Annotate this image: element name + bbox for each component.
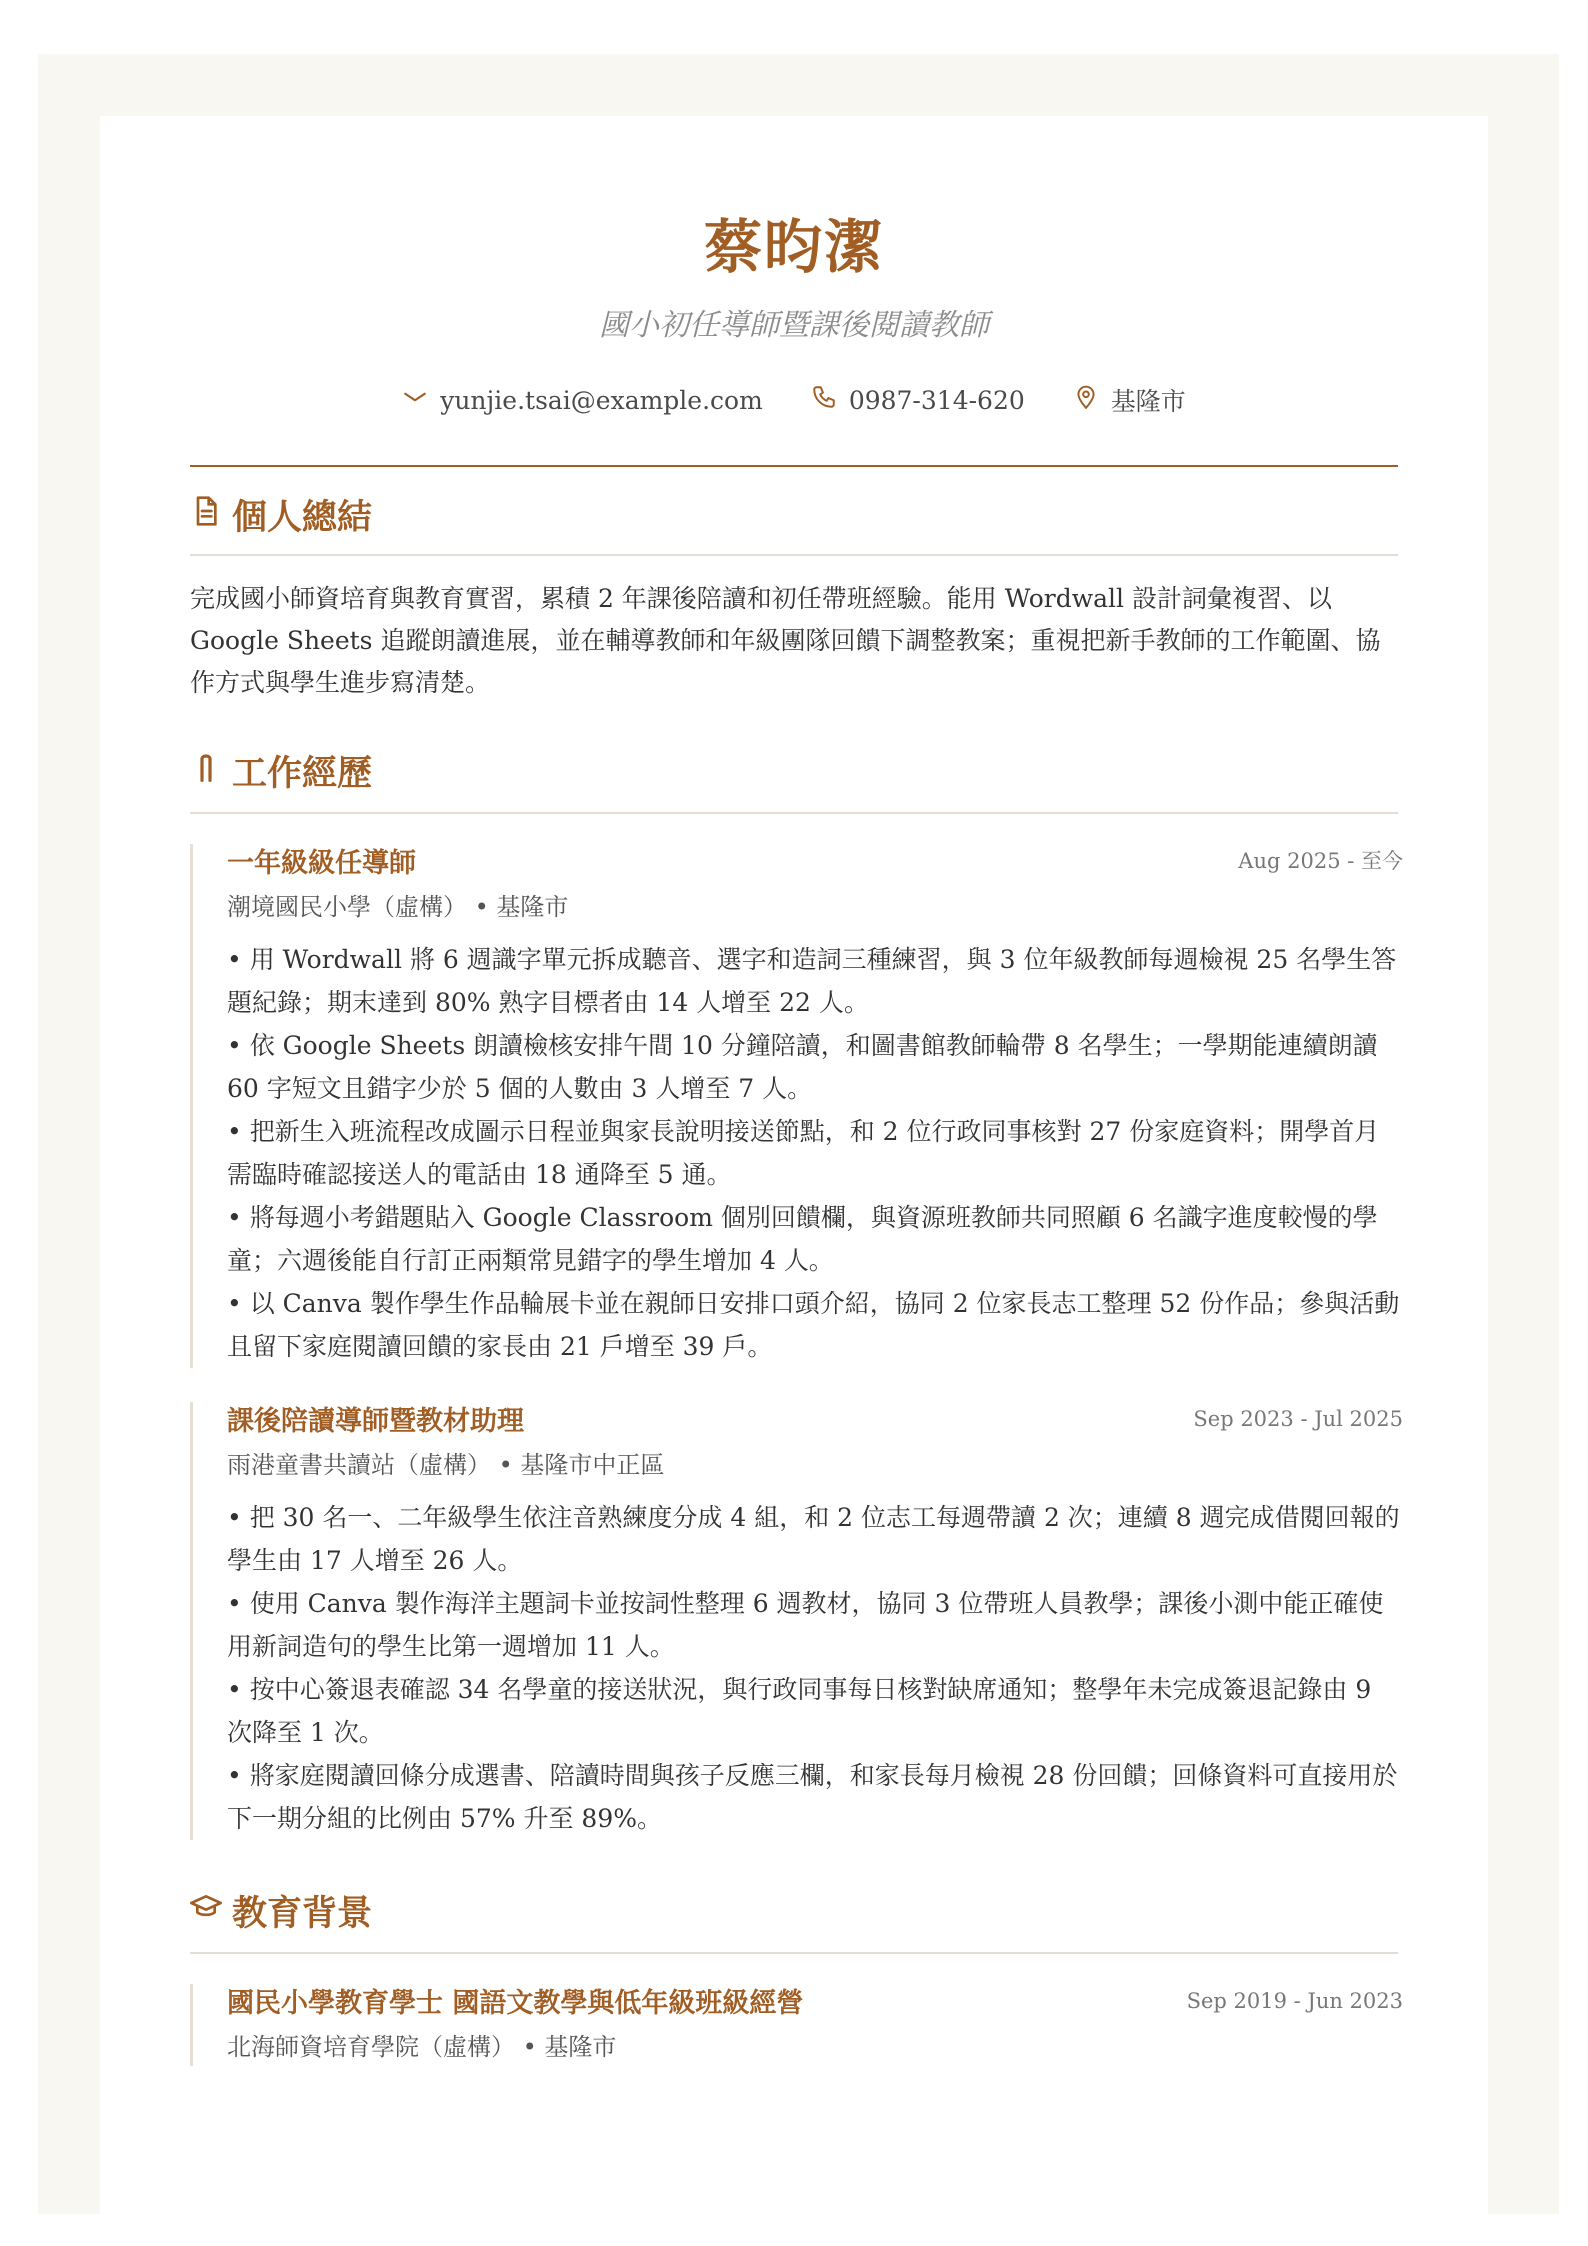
education-entry [190,1984,1403,2066]
contact-phone[interactable] [811,384,1025,416]
candidate-subtitle: 國小初任導師暨課後閱讀教師 [599,308,989,343]
job-date: Aug 2025 - 至今 [1238,849,1403,873]
contact-location [1073,382,1186,418]
header-divider [190,465,1398,467]
school-name: 北海師資培育學院（虛構） • 基隆市 [227,2033,617,2061]
summary-heading [190,490,372,540]
mail-icon [402,384,428,416]
job-date: Sep 2023 - Jul 2025 [1193,1407,1403,1431]
job-bullet: • 按中心簽退表確認 34 名學童的接送狀況，與行政同事每日核對缺席通知；整學年未完成簽退記錄由 9 次降至 1 次。 [227,1675,1372,1747]
summary-divider [190,554,1398,556]
experience-divider [190,812,1398,814]
job-bullet: • 把 30 名一、二年級學生依注音熟練度分成 4 組，和 2 位志工每週帶讀 2 次；連續 8 週完成借閱回報的學生由 17 人增至 26 人。 [227,1503,1400,1575]
degree-date: Sep 2019 - Jun 2023 [1186,1989,1403,2013]
education-divider [190,1952,1398,1954]
candidate-name: 蔡昀潔 [703,213,884,281]
job-bullet: • 將每週小考錯題貼入 Google Classroom 個別回饋欄，與資源班教師共同照顧 6 名識字進度較慢的學童；六週後能自行訂正兩類常見錯字的學生增加 4 人。 [227,1203,1378,1275]
location-text: 基隆市 [1110,387,1186,416]
job-title: 課後陪讀導師暨教材助理 [227,1406,524,1437]
briefcase-icon [190,751,222,792]
experience-title: 工作經歷 [232,754,373,794]
graduation-cap-icon [190,1891,222,1932]
summary-text: 完成國小師資培育與教育實習，累積 2 年課後陪讀和初任帶班經驗。能用 Wordwall 設計詞彙複習、以 Google Sheets 追蹤朗讀進展，並在輔導教師和年級團隊回饋下調整教案；重視把新手教師的工作範圍、協作方式與學生進步寫清楚。 [190,584,1381,697]
experience-heading [190,746,372,796]
job-organization: 雨港童書共讀站（虛構） • 基隆市中正區 [227,1451,665,1479]
email-text: yunjie.tsai@example.com [440,385,763,415]
degree-title: 國民小學教育學士 國語文教學與低年級班級經營 [227,1988,804,2019]
job-bullet: • 以 Canva 製作學生作品輪展卡並在親師日安排口頭介紹，協同 2 位家長志工整理 52 份作品；參與活動且留下家庭閱讀回饋的家長由 21 戶增至 39 戶。 [227,1289,1400,1361]
job-title: 一年級級任導師 [227,848,416,879]
job-bullets [227,1496,1403,1840]
document-icon [190,495,222,536]
location-icon [1073,384,1099,416]
job-bullet: • 把新生入班流程改成圖示日程並與家長說明接送節點，和 2 位行政同事核對 27 份家庭資料；開學首月需臨時確認接送人的電話由 18 通降至 5 通。 [227,1117,1380,1189]
job-entry [190,844,1403,1368]
job-bullet: • 使用 Canva 製作海洋主題詞卡並按詞性整理 6 週教材，協同 3 位帶班人員教學；課後小測中能正確使用新詞造句的學生比第一週增加 11 人。 [227,1589,1384,1661]
phone-text: 0987-314-620 [848,385,1025,415]
education-title: 教育背景 [232,1894,373,1934]
job-bullet: • 將家庭閱讀回條分成選書、陪讀時間與孩子反應三欄，和家長每月檢視 28 份回饋；回條資料可直接用於下一期分組的比例由 57% 升至 89%。 [227,1761,1398,1833]
job-organization: 潮境國民小學（虛構） • 基隆市 [227,893,569,921]
summary-title: 個人總結 [232,498,373,538]
job-entry [190,1402,1403,1840]
phone-icon [811,384,837,416]
job-bullets [227,938,1403,1368]
contact-bar [0,382,1588,418]
education-heading [190,1886,372,1936]
job-bullet: • 用 Wordwall 將 6 週識字單元拆成聽音、選字和造詞三種練習，與 3 位年級教師每週檢視 25 名學生答題紀錄；期末達到 80% 熟字目標者由 14 人增至 22 人。 [227,945,1397,1017]
contact-email[interactable] [402,384,763,416]
job-bullet: • 依 Google Sheets 朗讀檢核安排午間 10 分鐘陪讀，和圖書館教師輪帶 8 名學生；一學期能連續朗讀 60 字短文且錯字少於 5 個的人數由 3 人增至 7 人。 [227,1031,1378,1103]
